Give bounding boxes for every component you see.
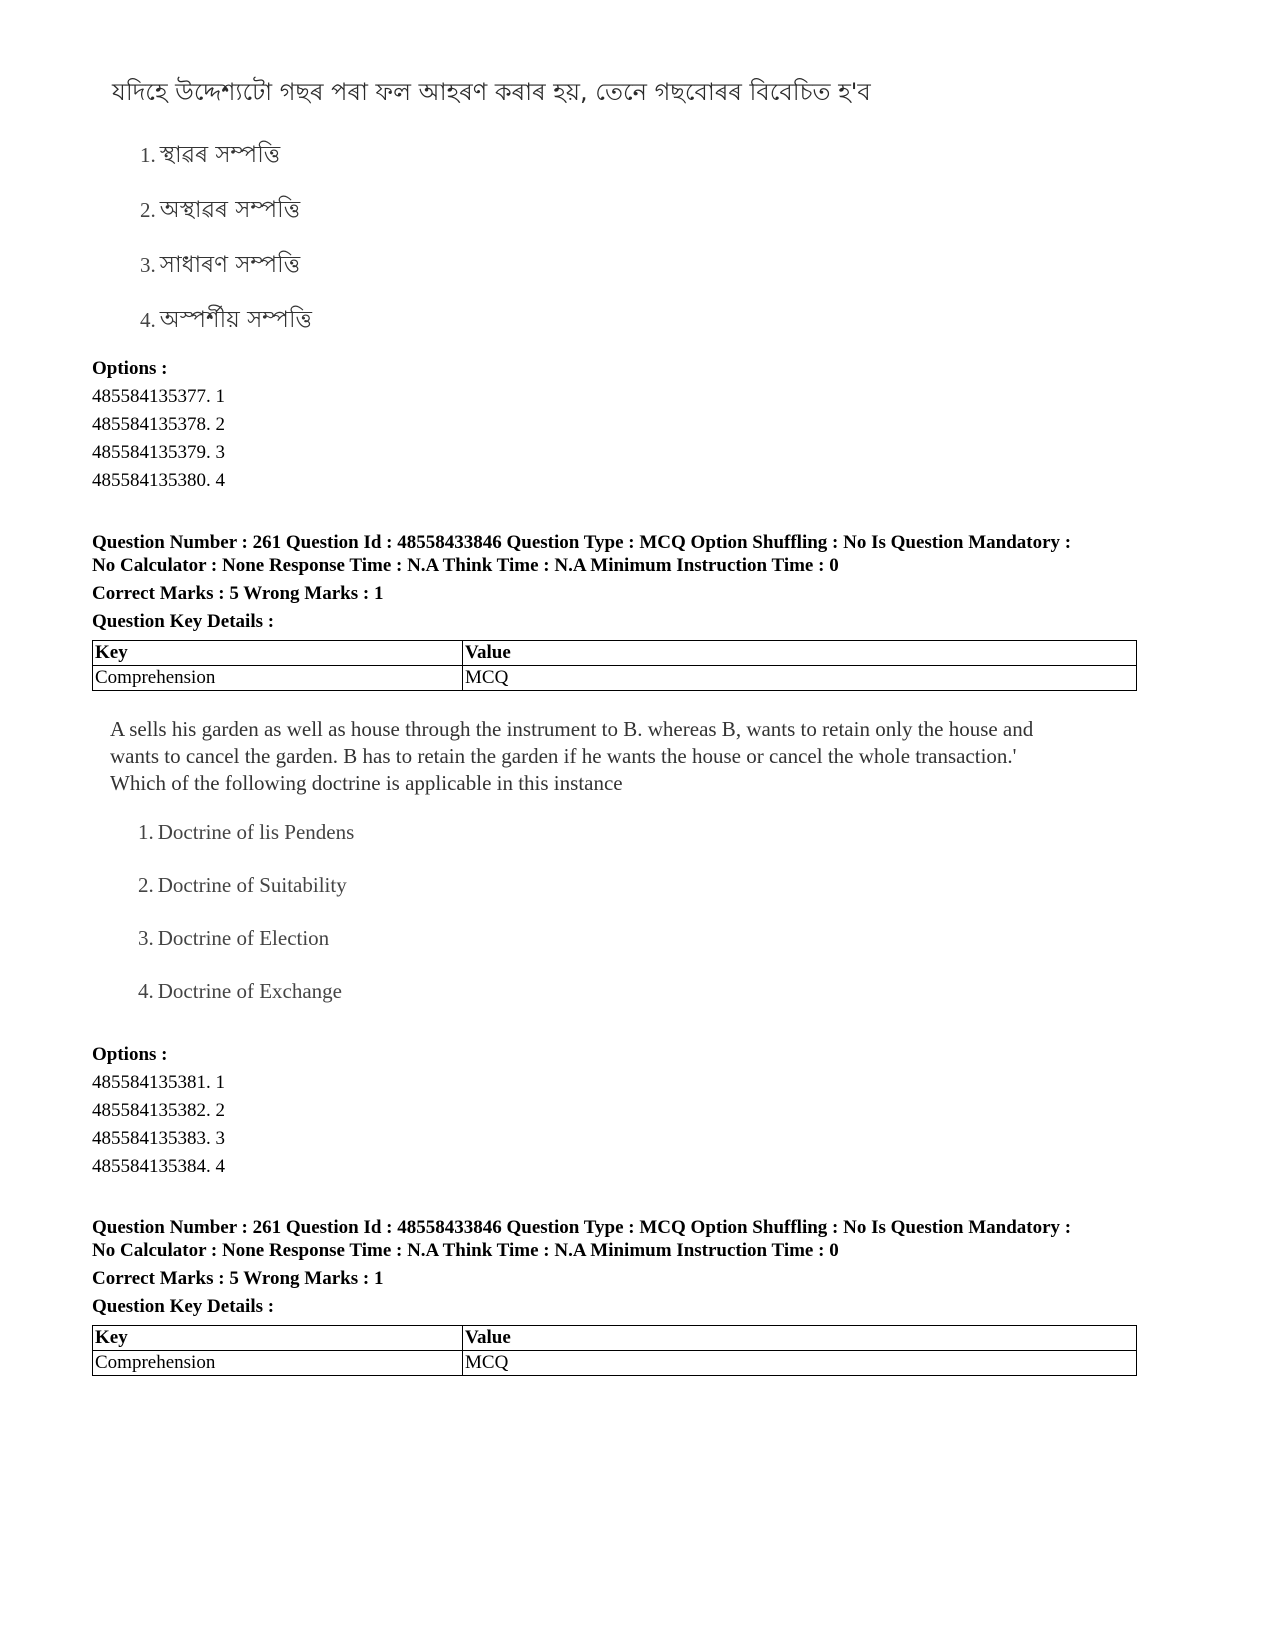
choice-text: Doctrine of lis Pendens [157,820,355,844]
q2-option-4: 485584135384. 4 [92,1156,225,1177]
choice-text: Doctrine of Election [157,926,330,950]
table-cell-value: MCQ [463,666,1137,691]
q1-choice-3 [140,246,300,285]
q3-meta-line-1: Question Number : 261 Question Id : 48558433846 Question Type : MCQ Option Shuffling : No Is Question Mandatory : [92,1217,1072,1238]
table-header-value: Value [463,641,1137,666]
q1-choice-2 [140,191,300,230]
choice-text: স্থাৱৰ সম্পত্তি [159,142,281,168]
choice-number: 1. [138,820,154,844]
q2-meta-line-1: Question Number : 261 Question Id : 48558433846 Question Type : MCQ Option Shuffling : No Is Question Mandatory : [92,532,1072,553]
table-row [93,1351,1137,1376]
q2-option-1: 485584135381. 1 [92,1072,225,1093]
choice-number: 3. [140,253,156,277]
q2-stem-line-1: A sells his garden as well as house through the instrument to B. whereas B, wants to retain only the house and [110,717,1034,741]
q2-option-3: 485584135383. 3 [92,1128,225,1149]
table-header-row [93,641,1137,666]
choice-text: অস্পৰ্শীয় সম্পত্তি [159,307,312,333]
table-cell-key: Comprehension [93,666,463,691]
choice-text: Doctrine of Exchange [157,979,343,1003]
q1-choice-1 [140,136,280,175]
q2-choice-4 [138,979,342,1004]
q1-option-2: 485584135378. 2 [92,414,225,435]
q2-key-details-label: Question Key Details : [92,611,275,632]
choice-text: অস্থাৱৰ সম্পত্তি [159,197,301,223]
table-header-key: Key [93,1326,463,1351]
q1-option-1: 485584135377. 1 [92,386,225,407]
choice-number: 2. [140,198,156,222]
table-header-key: Key [93,641,463,666]
q2-options-label: Options : [92,1044,168,1065]
q2-marks: Correct Marks : 5 Wrong Marks : 1 [92,583,384,604]
q2-choice-2 [138,873,347,898]
choice-number: 4. [140,308,156,332]
table-cell-key: Comprehension [93,1351,463,1376]
q1-option-4: 485584135380. 4 [92,470,225,491]
q2-choice-1 [138,820,354,845]
q3-meta-line-2: No Calculator : None Response Time : N.A Think Time : N.A Minimum Instruction Time : 0 [92,1240,839,1261]
choice-number: 2. [138,873,154,897]
q2-stem-line-3: Which of the following doctrine is applicable in this instance [110,771,623,795]
choice-number: 3. [138,926,154,950]
q2-option-2: 485584135382. 2 [92,1100,225,1121]
q2-meta-line-2: No Calculator : None Response Time : N.A Think Time : N.A Minimum Instruction Time : 0 [92,555,839,576]
q3-key-details-label: Question Key Details : [92,1296,275,1317]
q1-option-3: 485584135379. 3 [92,442,225,463]
q3-marks: Correct Marks : 5 Wrong Marks : 1 [92,1268,384,1289]
table-header-row [93,1326,1137,1351]
q1-choice-4 [140,301,312,340]
q3-key-details-table [92,1325,1137,1376]
q2-choice-3 [138,926,329,951]
choice-text: সাধাৰণ সম্পত্তি [159,252,301,278]
q2-stem-line-2: wants to cancel the garden. B has to retain the garden if he wants the house or cancel the whole transaction.' [110,744,1017,768]
table-cell-value: MCQ [463,1351,1137,1376]
table-row [93,666,1137,691]
choice-number: 1. [140,143,156,167]
q1-stem: যদিহে উদ্দেশ্যটো গছৰ পৰা ফল আহৰণ কৰাৰ হয়, তেনে গছবোৰৰ বিবেচিত হ'ব [112,78,871,106]
q2-question-image [110,716,1130,1016]
q1-options-label: Options : [92,358,168,379]
choice-text: Doctrine of Suitability [157,873,347,897]
choice-number: 4. [138,979,154,1003]
table-header-value: Value [463,1326,1137,1351]
q2-key-details-table [92,640,1137,691]
q1-question-image [112,78,1012,348]
